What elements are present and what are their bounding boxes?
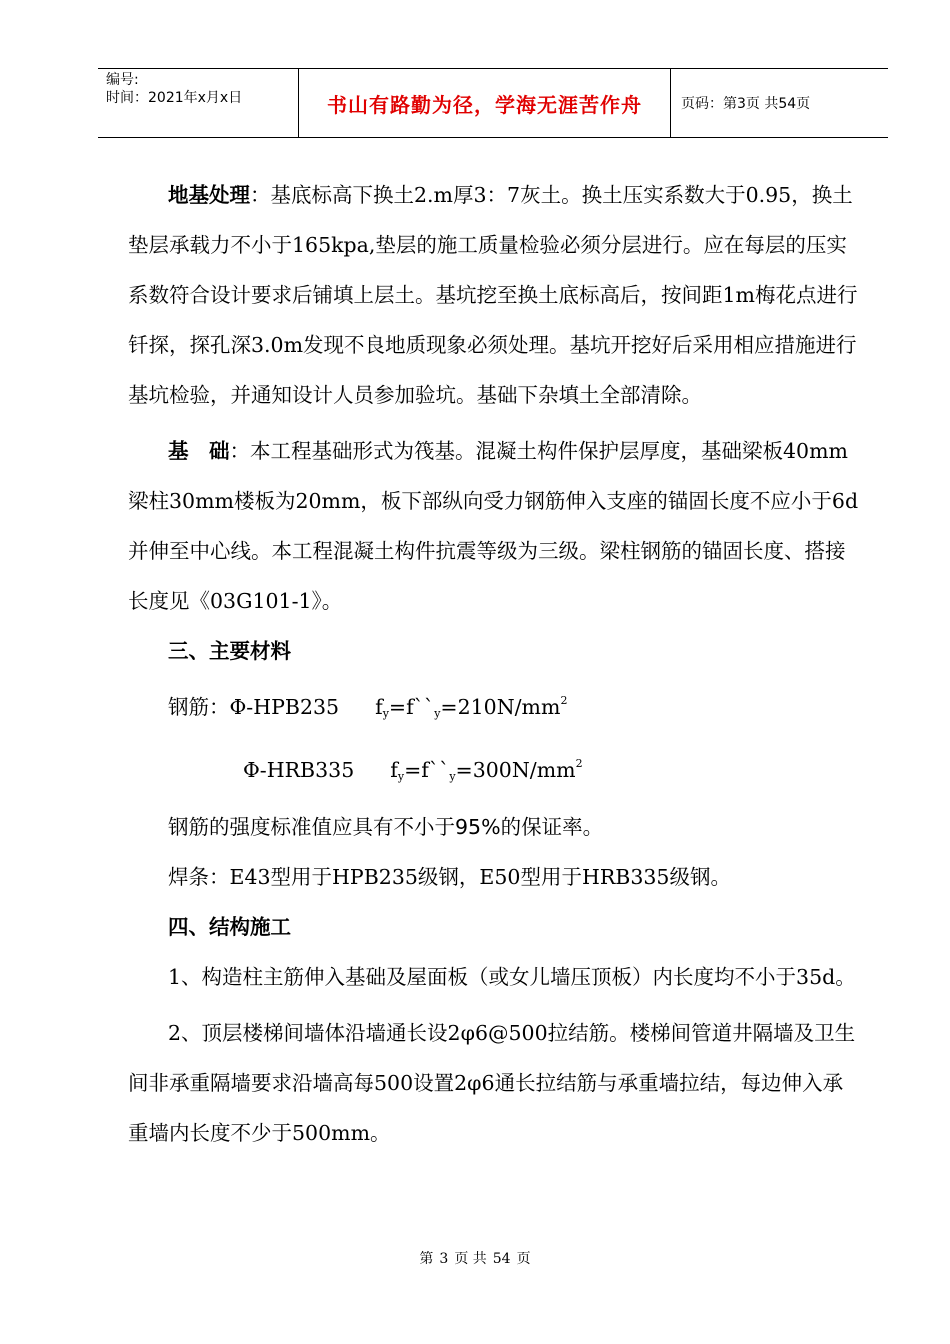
code-label: 编号: bbox=[106, 72, 139, 88]
rebar-line-1 bbox=[128, 676, 863, 739]
footer-total-pages: 54 bbox=[492, 1251, 511, 1267]
structure-heading: 四、结构施工 bbox=[168, 915, 291, 939]
footer-page-number: 3 bbox=[439, 1251, 449, 1267]
header-slogan: 书山有路勤为径，学海无涯苦作舟 bbox=[299, 69, 671, 137]
header-page-info: 页码：第3页 共54页 bbox=[681, 96, 811, 112]
structure-item-1: 1、构造柱主筋伸入基础及屋面板（或女儿墙压顶板）内长度均不小于35d。 bbox=[168, 965, 856, 989]
rebar2-sup: 2 bbox=[575, 757, 583, 770]
rebar2-grade: Φ-HRB335 bbox=[243, 758, 355, 782]
rebar2-formula-a: f bbox=[390, 758, 398, 782]
rebar1-value: =210N/mm bbox=[440, 695, 561, 719]
page-footer bbox=[0, 1248, 950, 1268]
rebar-line-2 bbox=[128, 739, 863, 802]
document-body bbox=[128, 170, 863, 1158]
footer-suffix: 页 bbox=[516, 1251, 531, 1267]
structure-item-2: 2、顶层楼梯间墙体沿墙通长设2φ6@500拉结筋。楼梯间管道井隔墙及卫生间非承重隔墙要求沿墙高每500设置2φ6通长拉结筋与承重墙拉结，每边伸入承重墙内长度不少于500mm。 bbox=[128, 1021, 856, 1145]
foundation-paragraph bbox=[128, 426, 863, 626]
page-header bbox=[98, 68, 888, 138]
foundation-label: 基 础 bbox=[168, 439, 230, 463]
rebar-label: 钢筋： bbox=[168, 695, 230, 719]
rebar1-grade: Φ-HPB235 bbox=[229, 695, 340, 719]
time-label: 时间：2021年x月x日 bbox=[106, 90, 243, 106]
rebar1-sub-b: y bbox=[434, 707, 441, 720]
rebar2-sub-a: y bbox=[397, 770, 405, 783]
rebar1-sub-a: y bbox=[382, 707, 389, 720]
footer-prefix: 第 bbox=[419, 1251, 434, 1267]
foundation-text: ：本工程基础形式为筏基。混凝土构件保护层厚度，基础梁板40mm梁柱30mm楼板为20mm，板下部纵向受力钢筋伸入支座的锚固长度不应小于6d并伸至中心线。本工程混凝土构件抗震等级为三级。梁柱钢筋的锚固长度、搭接长度见《03G101-1》。 bbox=[128, 439, 859, 613]
rebar1-sup: 2 bbox=[560, 694, 568, 707]
welding-line: 焊条：E43型用于HPB235级钢，E50型用于HRB335级钢。 bbox=[168, 865, 731, 889]
foundation-treatment-label: 地基处理 bbox=[168, 183, 250, 207]
materials-heading: 三、主要材料 bbox=[168, 639, 291, 663]
rebar-guarantee: 钢筋的强度标准值应具有不小于95%的保证率。 bbox=[168, 815, 604, 839]
rebar2-value: =300N/mm bbox=[455, 758, 576, 782]
rebar1-formula-b: =f`` bbox=[388, 695, 435, 719]
foundation-treatment-text: ：基底标高下换土2.m厚3：7灰土。换土压实系数大于0.95，换土垫层承载力不小于165kpa,垫层的施工质量检验必须分层进行。应在每层的压实系数符合设计要求后铺填上层土。基坑挖至换土底标高后，按间距1m梅花点进行钎探，探孔深3.0m发现不良地质现象必须处理。基坑开挖好后采用相应措施进行基坑检验，并通知设计人员参加验坑。基础下杂填土全部清除。 bbox=[128, 183, 858, 407]
rebar2-formula-b: =f`` bbox=[404, 758, 450, 782]
footer-middle: 页 共 bbox=[454, 1251, 487, 1267]
header-meta bbox=[98, 69, 299, 137]
foundation-treatment-paragraph bbox=[128, 170, 863, 420]
rebar1-formula-a: f bbox=[375, 695, 383, 719]
rebar2-sub-b: y bbox=[449, 770, 456, 783]
